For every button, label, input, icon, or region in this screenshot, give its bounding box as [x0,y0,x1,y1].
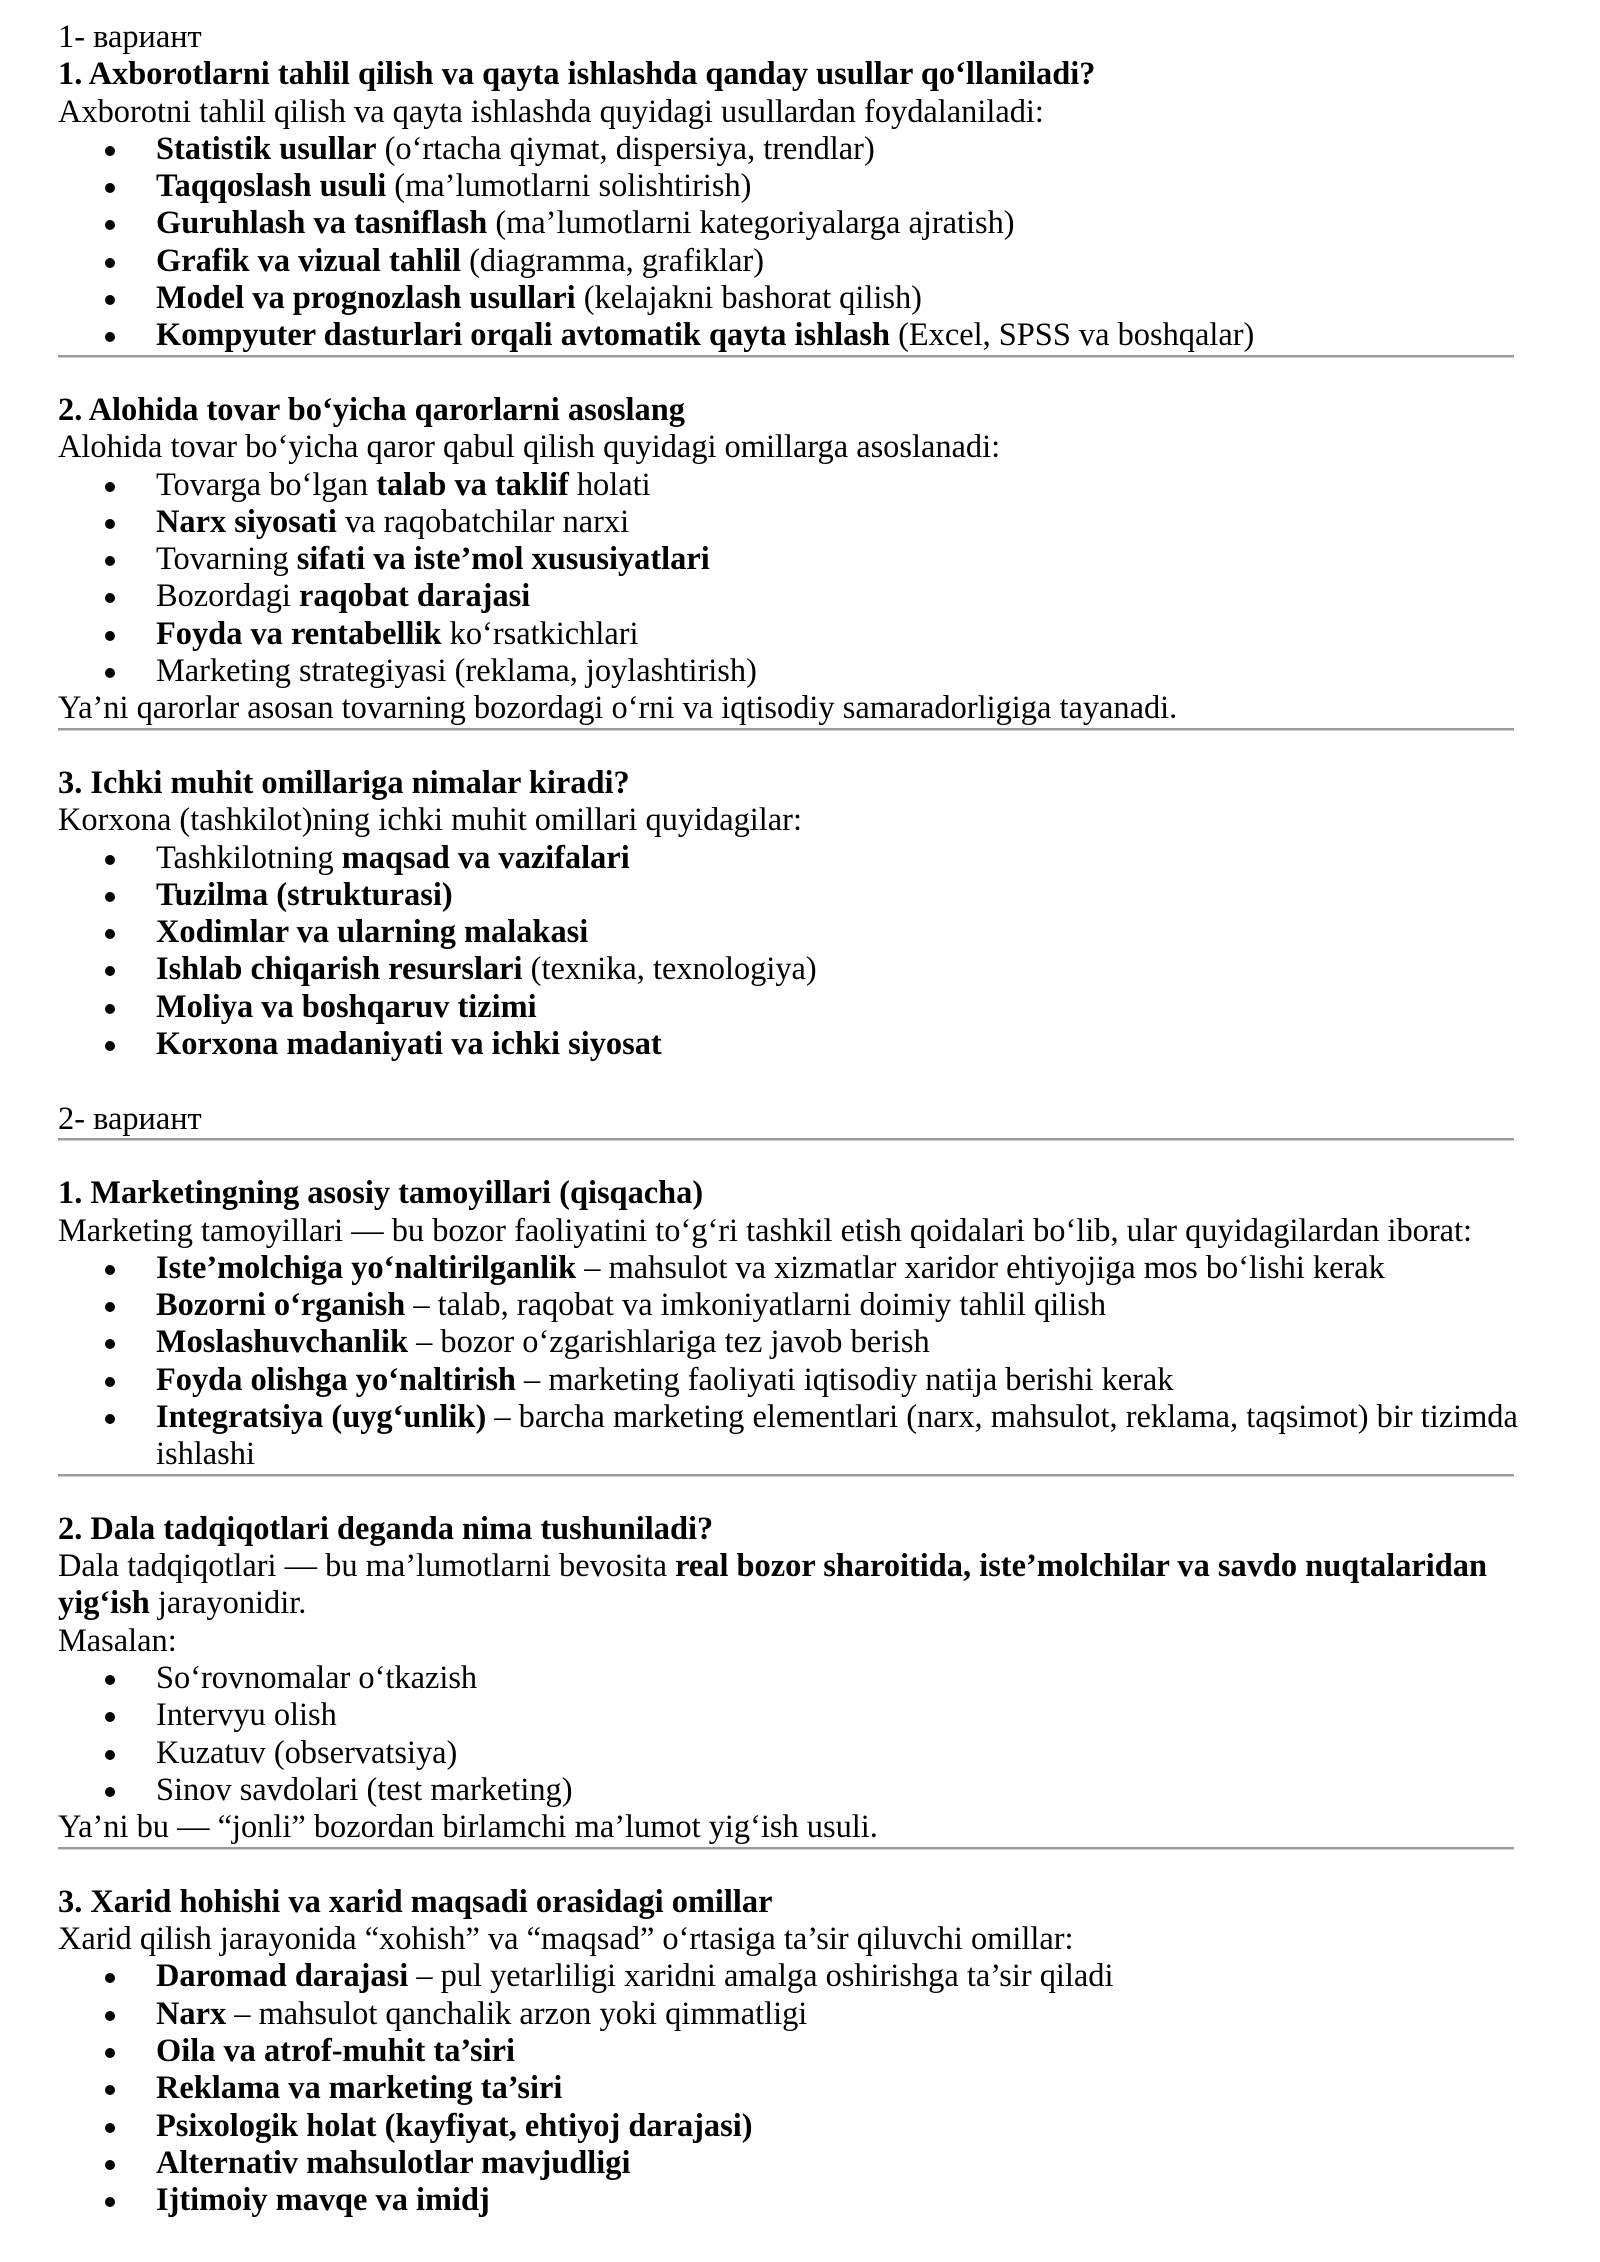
list-item [58,467,1560,504]
list-item [58,616,1560,653]
bullet-icon [105,2160,115,2170]
bullet-icon [105,966,115,976]
bullet-list [58,131,1560,355]
list-item [58,914,1560,951]
list-item [58,877,1560,914]
list-item-term: Korxona madaniyati va ichki siyosat [156,1026,662,1063]
bullet-icon [105,1414,115,1424]
bullet-icon [105,146,115,156]
list-item-description: (Excel, SPSS va boshqalar) [889,317,1255,354]
list-item-term: maqsad va vazifalari [341,839,630,876]
bullet-list [58,1250,1560,1474]
bullet-icon [105,2197,115,2207]
list-item [58,280,1560,317]
bullet-icon [105,1265,115,1275]
example-label: Masalan: [58,1622,177,1659]
bullet-icon [105,631,115,641]
bullet-icon [105,1675,115,1685]
list-item-term: Taqqoslash usuli [156,168,387,205]
list-item-term: Reklama va marketing ta’siri [156,2070,563,2107]
section-divider [58,1847,1560,1884]
bullet-icon [105,2011,115,2021]
list-item [58,1735,1560,1772]
list-item-term: Bozorni o‘rganish [156,1287,406,1324]
list-item-description: – barcha marketing elementlari (narx, mahsulot, reklama, taqsimot) bir tizimda ishlashi [156,1398,1518,1473]
variant-2 [58,1101,1560,2220]
bullet-icon [105,929,115,939]
bullet-icon [105,295,115,305]
list-item [58,2108,1560,2145]
list-item [58,1362,1560,1399]
list-item [58,131,1560,168]
list-item-description: (diagramma, grafiklar) [461,242,765,279]
bullet-icon [105,2048,115,2058]
list-item [58,2033,1560,2070]
list-item-description: (ma’lumotlarni kategoriyalarga ajratish) [487,205,1015,242]
question-2 [58,1511,1560,1847]
bullet-icon [105,2123,115,2133]
question-conclusion: Ya’ni qarorlar asosan tovarning bozordagi o‘rni va iqtisodiy samaradorligiga tayanadi. [58,690,1178,727]
list-item-term: Moslashuvchanlik [156,1324,409,1361]
list-item-term: Moliya va boshqaruv tizimi [156,988,537,1025]
list-item-text: Tovarga bo‘lgan [156,466,377,503]
intro-text-end: jarayonidir. [149,1585,307,1622]
bullet-icon [105,482,115,492]
question-title: 1. Axborotlarni tahlil qilish va qayta ishlashda qanday usullar qo‘llaniladi? [58,56,1096,93]
list-item-term: Grafik va vizual tahlil [156,242,462,279]
bullet-icon [105,1973,115,1983]
list-item-description: – mahsulot qanchalik arzon yoki qimmatligi [226,1995,808,2032]
variant-label: 1- вариант [58,19,202,55]
list-item-term: raqobat darajasi [299,578,531,615]
intro-text: Dala tadqiqotlari — bu ma’lumotlarni bevosita [58,1548,676,1585]
list-item [58,1399,1560,1474]
bullet-icon [105,855,115,865]
variant-1 [58,19,1560,1101]
list-item-term: Tuzilma (strukturasi) [156,876,453,913]
bullet-icon [105,258,115,268]
list-item [58,1660,1560,1697]
list-item [58,1697,1560,1734]
list-item-description: ko‘rsatkichlari [441,615,639,652]
question-intro: Xarid qilish jarayonida “xohish” va “maqsad” o‘rtasiga ta’sir qiluvchi omillar: [58,1921,1074,1958]
question-1 [58,1175,1560,1473]
list-item [58,1250,1560,1287]
list-item-term: Ishlab chiqarish resurslari [156,951,523,988]
question-3 [58,765,1560,1063]
list-item [58,1772,1560,1809]
list-item-term: Narx [156,1995,227,2032]
list-item-term: Guruhlash va tasniflash [156,205,488,242]
list-item-term: Xodimlar va ularning malakasi [156,914,589,951]
list-item-term: talab va taklif [376,466,569,503]
list-item-term: Model va prognozlash usullari [156,280,576,317]
question-conclusion: Ya’ni bu — “jonli” bozordan birlamchi ma’lumot yig‘ish usuli. [58,1809,878,1846]
bullet-icon [105,183,115,193]
list-item-term: Foyda olishga yo‘naltirish [156,1361,516,1398]
divider-line [58,728,1514,731]
list-item [58,1958,1560,1995]
list-item [58,2145,1560,2182]
bullet-icon [105,1041,115,1051]
list-item-description: (ma’lumotlarni solishtirish) [386,168,752,205]
bullet-icon [105,1302,115,1312]
bullet-icon [105,519,115,529]
list-item [58,504,1560,541]
bullet-icon [105,892,115,902]
section-divider [58,355,1560,392]
list-item-text: Tovarning [156,541,297,578]
list-item-text: So‘rovnomalar o‘tkazish [156,1660,478,1697]
list-item [58,840,1560,877]
section-divider [58,728,1560,765]
list-item [58,578,1560,615]
bullet-icon [105,1787,115,1797]
list-item [58,1287,1560,1324]
list-item-text: Tashkilotning [156,839,342,876]
divider-line [58,1474,1514,1477]
list-item-description: va raqobatchilar narxi [336,503,630,540]
question-title: 3. Ichki muhit omillariga nimalar kiradi? [58,764,630,801]
list-item-description: – talab, raqobat va imkoniyatlarni doimiy tahlil qilish [405,1287,1107,1324]
bullet-list [58,1660,1560,1809]
list-item-term: Integratsiya (uyg‘unlik) [156,1398,487,1435]
question-title: 2. Dala tadqiqotlari deganda nima tushuniladi? [58,1510,714,1547]
variant-label: 2- вариант [58,1100,202,1137]
list-item-term: Kompyuter dasturlari orqali avtomatik qayta ishlash [156,317,890,354]
list-item-description: – pul yetarliligi xaridni amalga oshirishga ta’sir qiladi [408,1958,1114,1995]
list-item [58,2182,1560,2219]
list-item [58,205,1560,242]
list-item [58,243,1560,280]
list-item-description: (texnika, texnologiya) [522,951,817,988]
question-intro: Axborotni tahlil qilish va qayta ishlashda quyidagi usullardan foydalaniladi: [58,93,1044,130]
list-item [58,653,1560,690]
list-item-description: (o‘rtacha qiymat, dispersiya, trendlar) [376,130,875,167]
divider-line [58,1138,1514,1141]
section-divider [58,1138,1560,1175]
document-page [58,19,1560,2220]
question-3 [58,1884,1560,2220]
divider-line [58,355,1514,358]
bullet-icon [105,332,115,342]
bullet-icon [105,2085,115,2095]
list-item-term: Ijtimoiy mavqe va imidj [156,2182,490,2219]
list-item-term: Alternativ mahsulotlar mavjudligi [156,2144,631,2181]
section-divider [58,1474,1560,1511]
list-item-term: Daromad darajasi [156,1958,409,1995]
list-item [58,1026,1560,1063]
list-item [58,541,1560,578]
question-intro: Alohida tovar bo‘yicha qaror qabul qilish quyidagi omillarga asoslanadi: [58,429,1001,466]
list-item-description: (kelajakni bashorat qilish) [575,280,922,317]
bullet-icon [105,1377,115,1387]
list-item-description: – bozor o‘zgarishlariga tez javob berish [408,1324,930,1361]
question-title: 1. Marketingning asosiy tamoyillari (qisqacha) [58,1175,704,1212]
blank-line [58,1063,1560,1100]
list-item-text: Kuzatuv (observatsiya) [156,1734,458,1771]
list-item-term: Narx siyosati [156,503,337,540]
list-item [58,168,1560,205]
bullet-icon [105,1750,115,1760]
list-item [58,1996,1560,2033]
bullet-icon [105,1712,115,1722]
list-item [58,989,1560,1026]
list-item-term: Oila va atrof-muhit ta’siri [156,2033,515,2070]
question-title: 3. Xarid hohishi va xarid maqsadi orasidagi omillar [58,1883,773,1920]
list-item-text: Sinov savdolari (test marketing) [156,1771,573,1808]
bullet-icon [105,556,115,566]
bullet-icon [105,220,115,230]
bullet-icon [105,668,115,678]
list-item-text: Marketing strategiyasi (reklama, joylashtirish) [156,653,757,690]
list-item-description: – marketing faoliyati iqtisodiy natija berishi kerak [515,1361,1174,1398]
list-item-term: Foyda va rentabellik [156,615,442,652]
list-item-term: Iste’molchiga yo‘naltirilganlik [156,1249,577,1286]
intro-emphasis: real bozor sharoitida, iste’molchilar va savdo nuqtalaridan yig‘ish [58,1548,1488,1622]
question-intro: Marketing tamoyillari — bu bozor faoliyatini to‘g‘ri tashkil etish qoidalari bo‘lib, ular quyidagilardan iborat: [58,1212,1473,1249]
question-intro: Korxona (tashkilot)ning ichki muhit omillari quyidagilar: [58,802,802,839]
question-2 [58,392,1560,728]
bullet-list [58,467,1560,691]
list-item-term: Psixologik holat (kayfiyat, ehtiyoj darajasi) [156,2107,753,2144]
list-item [58,2070,1560,2107]
list-item-text: Intervyu olish [156,1697,337,1734]
list-item-description: – mahsulot va xizmatlar xaridor ehtiyojiga mos bo‘lishi kerak [576,1249,1385,1286]
list-item-term: Statistik usullar [156,130,377,167]
list-item [58,951,1560,988]
list-item-term: sifati va iste’mol xususiyatlari [296,541,710,578]
bullet-icon [105,1339,115,1349]
bullet-icon [105,593,115,603]
question-1 [58,56,1560,354]
bullet-list [58,1958,1560,2219]
list-item-text: Bozordagi [156,578,300,615]
question-title: 2. Alohida tovar bo‘yicha qarorlarni asoslang [58,391,685,428]
list-item [58,1324,1560,1361]
bullet-list [58,840,1560,1064]
list-item-description: holati [568,466,651,503]
bullet-icon [105,1004,115,1014]
question-intro [58,1548,1560,1623]
list-item [58,317,1560,354]
divider-line [58,1847,1514,1850]
